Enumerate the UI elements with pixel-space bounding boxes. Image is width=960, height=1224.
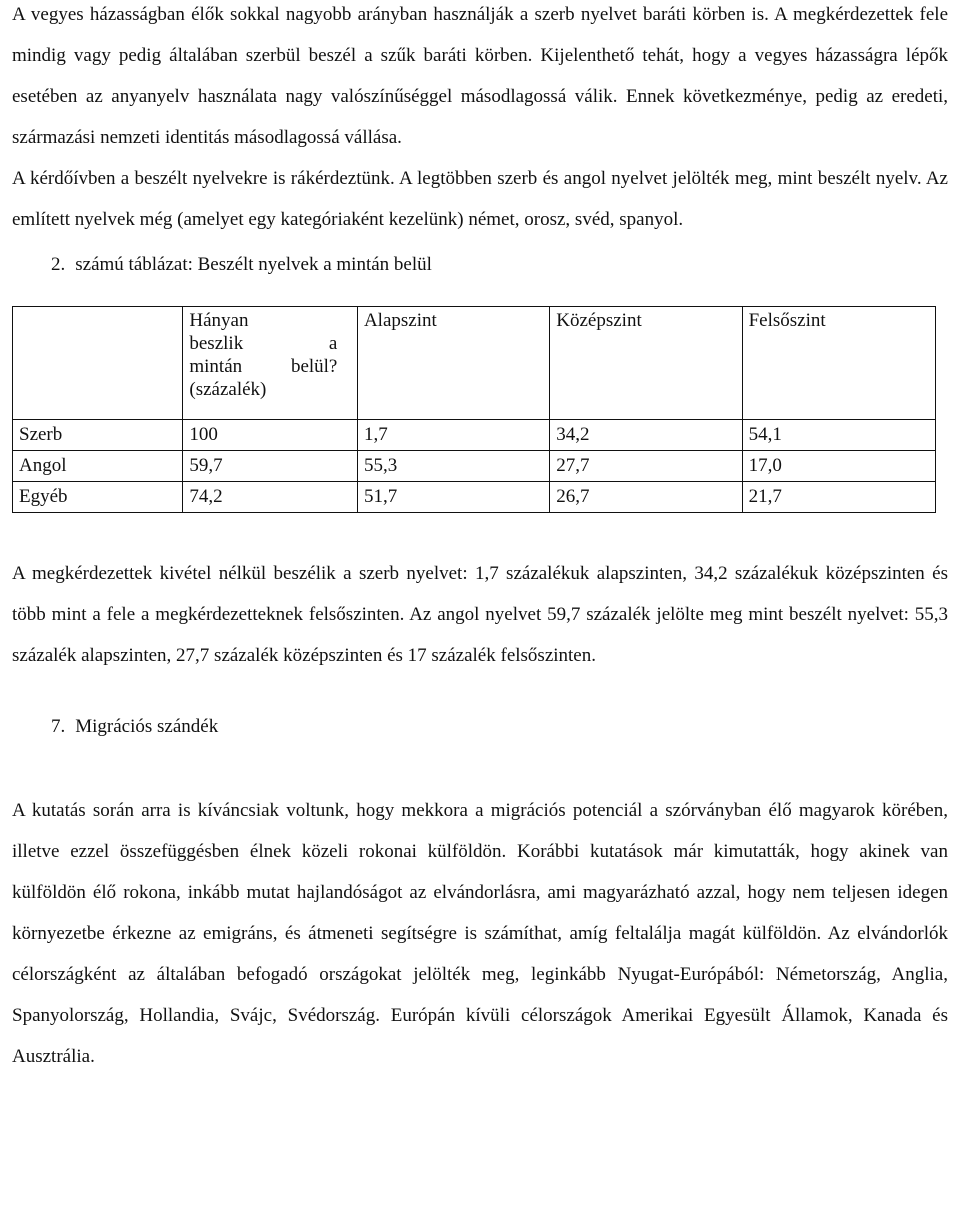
cell-intermediate: 34,2 xyxy=(550,420,742,451)
cell-speakers: 100 xyxy=(183,420,358,451)
paragraph-migration: A kutatás során arra is kíváncsiak voltunk, hogy mekkora a migrációs potenciál a szórványban élő magyarok körében, illetve ezzel összefüggésben élnek közeli rokonai külföldön. Korábbi kutatások már kimutatták, hogy akinek van külföldön élő rokona, inkább mutat hajlandóságot az elvándorlásra, ami magyarázható azzal, hogy nem teljesen idegen környezetbe érkezne az emigráns, és átmeneti segítségre is számíthat, amíg feltalálja magát külföldön. Az elvándorlók célországként az általában befogadó országokat jelölték meg, leginkább Nyugat-Európából: Németország, Anglia, Spanyolország, Hollandia, Svájc, Svédország. Európán kívüli célországok Amerikai Egyesült Államok, Kanada és Ausztrália. xyxy=(12,800,948,1067)
cell-advanced: 54,1 xyxy=(742,420,935,451)
table-caption xyxy=(12,248,948,282)
table-caption-text: számú táblázat: Beszélt nyelvek a mintán belül xyxy=(75,254,432,275)
cell-basic: 51,7 xyxy=(357,482,549,513)
header-speakers xyxy=(183,307,358,420)
section-heading-number: 7. xyxy=(51,716,66,737)
section-heading-text: Migrációs szándék xyxy=(75,716,219,737)
header-basic: Alapszint xyxy=(357,307,549,420)
table-row xyxy=(13,420,936,451)
paragraph-table-summary: A megkérdezettek kivétel nélkül beszélik a szerb nyelvet: 1,7 százalékuk alapszinten, 34,2 százalékuk középszinten és több mint a fele a megkérdezetteknek felsőszinten. Az angol nyelvet 59,7 százalék jelölte meg mint beszélt nyelvet: 55,3 százalék alapszinten, 27,7 százalék középszinten és 17 százalék felsőszinten. xyxy=(12,563,948,666)
table-row xyxy=(13,451,936,482)
cell-basic: 55,3 xyxy=(357,451,549,482)
document-page xyxy=(12,0,948,1077)
cell-speakers: 59,7 xyxy=(183,451,358,482)
cell-language: Szerb xyxy=(13,420,183,451)
paragraph-spoken-languages: A kérdőívben a beszélt nyelvekre is rákérdeztünk. A legtöbben szerb és angol nyelvet jelölték meg, mint beszélt nyelv. Az említett nyelvek még (amelyet egy kategóriaként kezelünk) német, orosz, svéd, spanyol. xyxy=(12,168,948,230)
cell-speakers: 74,2 xyxy=(183,482,358,513)
header-speakers-line: beszlik a xyxy=(189,333,338,354)
languages-table xyxy=(12,306,936,513)
header-advanced: Felsőszint xyxy=(742,307,935,420)
cell-language: Egyéb xyxy=(13,482,183,513)
header-speakers-line: Hányan xyxy=(189,310,249,331)
table-header-row xyxy=(13,307,936,420)
cell-intermediate: 26,7 xyxy=(550,482,742,513)
cell-intermediate: 27,7 xyxy=(550,451,742,482)
header-empty-cell xyxy=(13,307,183,420)
table-row xyxy=(13,482,936,513)
header-speakers-line: (százalék) xyxy=(189,379,267,400)
cell-language: Angol xyxy=(13,451,183,482)
cell-advanced: 17,0 xyxy=(742,451,935,482)
header-intermediate: Középszint xyxy=(550,307,742,420)
table-caption-number: 2. xyxy=(51,254,66,275)
paragraph-mixed-marriage: A vegyes házasságban élők sokkal nagyobb arányban használják a szerb nyelvet baráti körben is. A megkérdezettek fele mindig vagy pedig általában szerbül beszél a szűk baráti körben. Kijelenthető tehát, hogy a vegyes házasságra lépők esetében az anyanyelv használata nagy valószínűséggel másodlagossá válik. Ennek következménye, pedig az eredeti, származási nemzeti identitás másodlagossá vállása. xyxy=(12,4,948,148)
header-speakers-line: mintán belül? xyxy=(189,356,338,377)
cell-basic: 1,7 xyxy=(357,420,549,451)
cell-advanced: 21,7 xyxy=(742,482,935,513)
section-heading xyxy=(12,710,948,744)
